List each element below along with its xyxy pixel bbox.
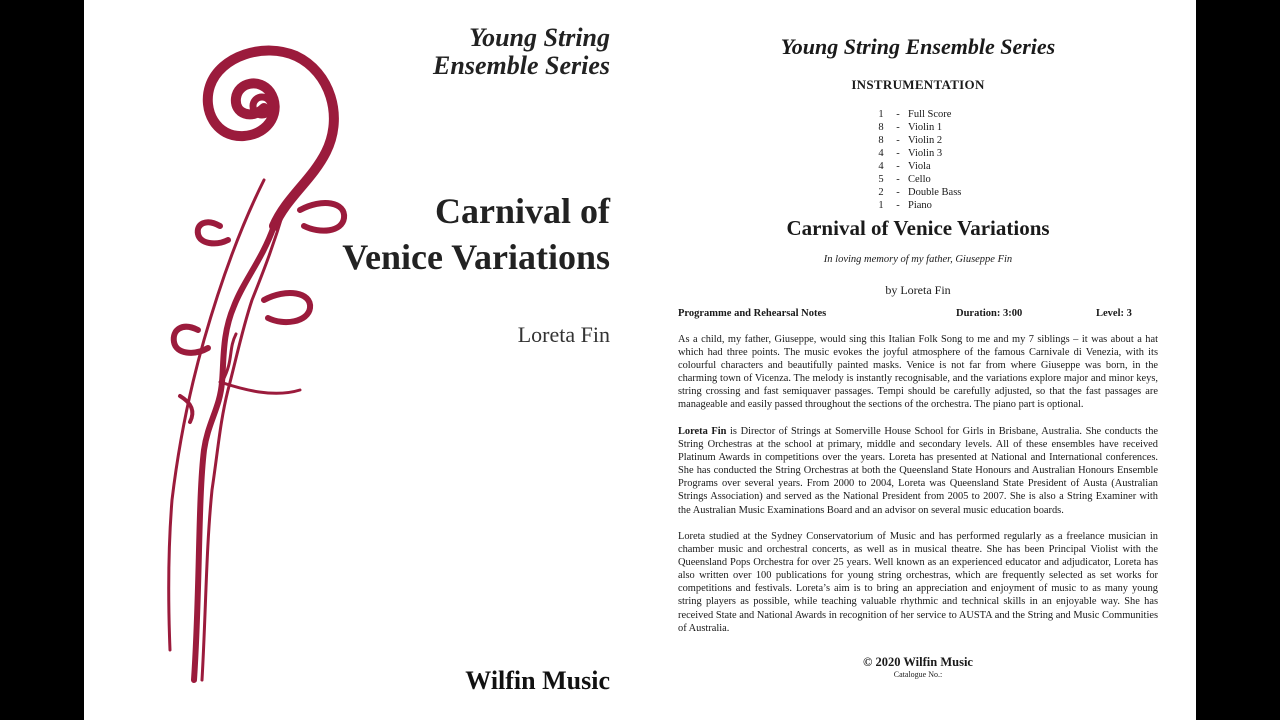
instrument-qty: 1: [878, 109, 884, 120]
instrument-name: Violin 2: [908, 135, 943, 146]
duration: Duration: 3:00: [956, 308, 1023, 319]
instrument-name: Double Bass: [908, 187, 962, 198]
instrument-row: [874, 108, 961, 121]
violin-scroll-icon: [124, 30, 354, 690]
instrument-name: Violin 1: [908, 122, 943, 133]
instrumentation-heading: INSTRUMENTATION: [851, 77, 985, 92]
instrument-name: Cello: [908, 174, 931, 185]
instrument-dash: -: [896, 187, 900, 198]
cover-publisher: Wilfin Music: [465, 666, 610, 695]
instrument-qty: 4: [878, 161, 884, 172]
instrument-name: Viola: [908, 161, 931, 172]
instrument-qty: 2: [878, 187, 884, 198]
instrument-name: Full Score: [908, 109, 952, 120]
copyright: © 2020 Wilfin Music: [863, 655, 973, 669]
programme-label: Programme and Rehearsal Notes: [678, 308, 827, 319]
instrument-dash: -: [896, 148, 900, 159]
instrument-row: [874, 121, 961, 134]
cover-title-line-1: Carnival of: [435, 191, 610, 231]
instrumentation-list: [874, 108, 961, 212]
notes-title: Carnival of Venice Variations: [786, 216, 1050, 240]
biography-paragraph-1: [678, 425, 1158, 517]
cover-series-title: [433, 24, 610, 80]
instrument-qty: 8: [878, 135, 884, 146]
dedication: In loving memory of my father, Giuseppe Fin: [823, 254, 1013, 265]
cover-title: [342, 188, 610, 280]
instrument-row: [874, 173, 961, 186]
cover-page: [84, 0, 640, 720]
instrument-row: [874, 160, 961, 173]
cover-composer: Loreta Fin: [517, 322, 610, 347]
biography-text-1: is Director of Strings at Somerville House School for Girls in Brisbane, Australia. She conducts the String Orchestras at the school at primary, middle and secondary levels. All of these ensembles have received Platinum Awards in competitions over the years. Loreta has presented at National and International conferences. She has conducted the String Orchestras at both the Queensland State Honours and Australian Honours Ensemble Programs over several years. From 2000 to 2004, Loreta was Queensland State President of Austa (Australian Strings Association) and served as the National President from 2005 to 2007. She is also a String Examiner with the Australian Music Examinations Board and an advisor on several music education boards.: [678, 426, 1158, 516]
instrument-row: [874, 186, 961, 199]
instrument-dash: -: [896, 122, 900, 133]
instrument-dash: -: [896, 161, 900, 172]
byline: by Loreta Fin: [885, 283, 951, 297]
instrument-dash: -: [896, 109, 900, 120]
instrument-row: [874, 134, 961, 147]
instrument-row: [874, 199, 961, 212]
instrument-dash: -: [896, 200, 900, 211]
instrument-name: Violin 3: [908, 148, 943, 159]
cover-title-line-2: Venice Variations: [342, 237, 610, 277]
catalogue-number: Catalogue No.:: [893, 670, 943, 679]
biography-name: Loreta Fin: [678, 426, 727, 437]
notes-page: [640, 0, 1196, 720]
programme-notes-paragraph: As a child, my father, Giuseppe, would sing this Italian Folk Song to me and my 7 siblings – it was about a hat which had three points. The music evokes the joyful atmosphere of the famous Carnivale di Venezia, with its colourful characters and beautifully painted masks. Venice is not far from where Giuseppe was born, in the charming town of Vicenza. The melody is instantly recognisable, and the variations explore major and minor keys, string crossing and fast semiquaver passages. Tempi should be carefully adjusted, so that the fast passages are manageable and easily passed throughout the sections of the orchestra. The piano part is optional.: [678, 334, 1158, 411]
cover-series-line-2: Ensemble Series: [433, 51, 610, 80]
instrument-dash: -: [896, 174, 900, 185]
notes-series-title: Young String Ensemble Series: [780, 34, 1056, 59]
instrument-qty: 8: [878, 122, 884, 133]
cover-series-line-1: Young String: [469, 23, 610, 52]
biography-paragraph-2: Loreta studied at the Sydney Conservatorium of Music and has performed regularly as a freelance musician in chamber music and orchestral concerts, as well as in musical theatre. She has been Principal Violist with the Queensland Pops Orchestra for over 25 years. Well known as an experienced educator and adjudicator, Loreta has also written over 100 publications for young string orchestras, which are frequently selected as set works for competitions and festivals. Loreta’s aim is to bring an appreciation and enjoyment of music to as many young string players as possible, while teaching valuable rhythmic and technical skills in an enjoyable way. She has received State and National Awards in recognition of her service to AUSTA and the String and Music Communities of Australia.: [678, 531, 1158, 634]
instrument-qty: 1: [878, 200, 884, 211]
level: Level: 3: [1096, 308, 1132, 319]
instrument-qty: 5: [878, 174, 884, 185]
instrument-dash: -: [896, 135, 900, 146]
instrument-qty: 4: [878, 148, 884, 159]
instrument-row: [874, 147, 961, 160]
instrument-name: Piano: [908, 200, 932, 211]
